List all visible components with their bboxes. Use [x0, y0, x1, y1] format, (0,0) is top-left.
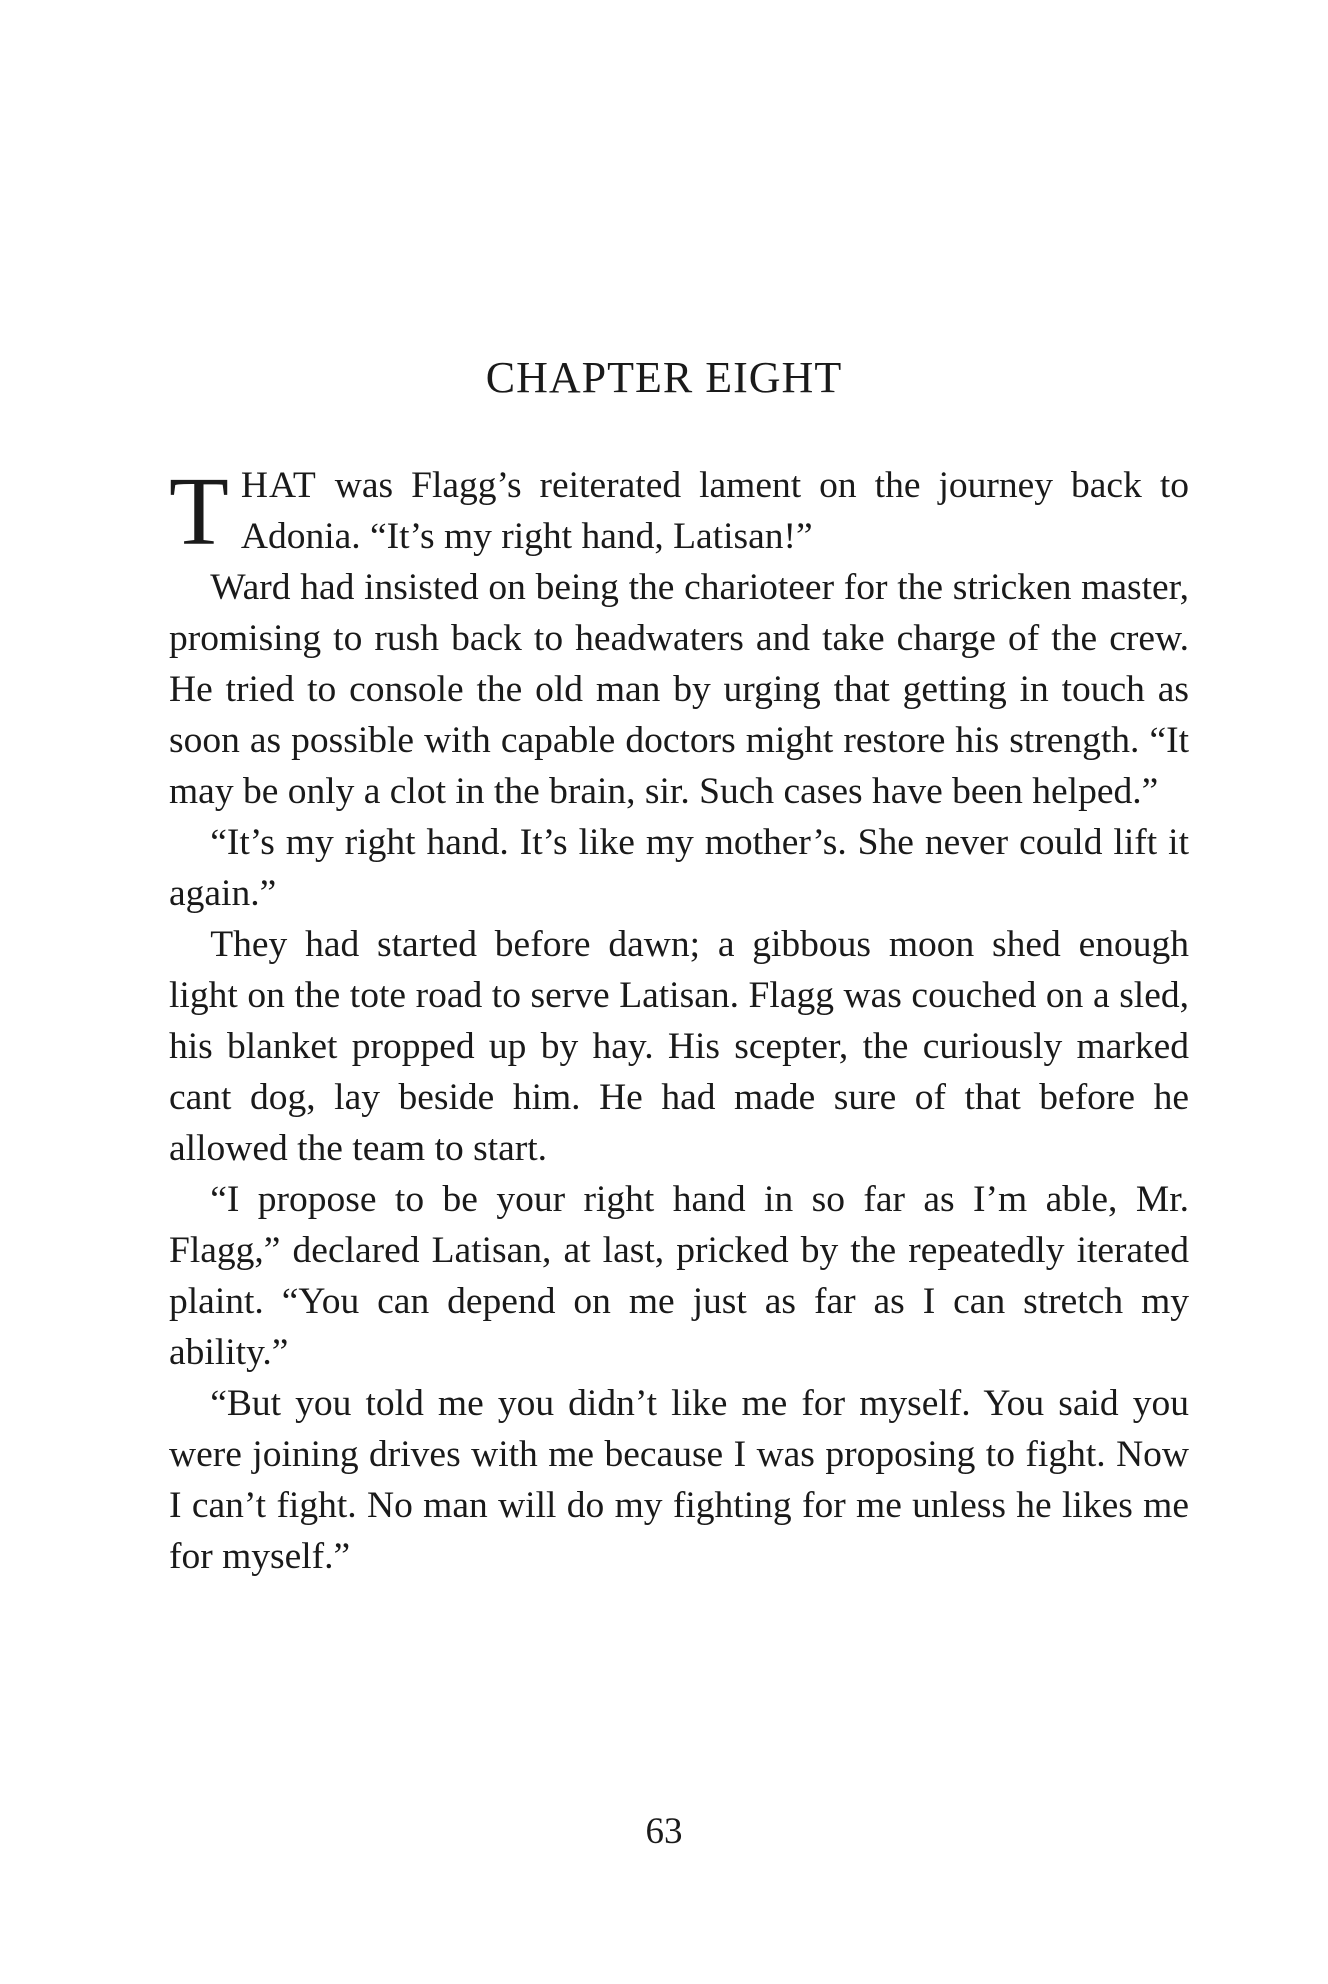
paragraph-2: Ward had insisted on being the charioteer for the stricken master, promising to rush back to headwaters and take charge of the crew. He tried to console the old man by urging that getting in touch as soon as possible with capable doctors might restore his strength. “It may be only a clot in the brain, sir. Such cases have been helped.”: [169, 567, 1189, 812]
paragraph-5: “I propose to be your right hand in so far as I’m able, Mr. Flagg,” declared Latisan, at last, pricked by the repeatedly iterated plaint. “You can depend on me just as far as I can stretch my ability.”: [169, 1179, 1189, 1373]
paragraph-6: “But you told me you didn’t like me for myself. You said you were joining drives with me because I was proposing to fight. Now I can’t fight. No man will do my fighting for me unless he likes me for myself.”: [169, 1383, 1189, 1577]
drop-cap: T: [169, 458, 229, 566]
paragraph-3: “It’s my right hand. It’s like my mother’s. She never could lift it again.”: [169, 822, 1189, 914]
chapter-heading: CHAPTER EIGHT: [485, 353, 843, 402]
paragraph-text: was Flagg’s reiterated lament on the journey back to Adonia. “It’s my right hand, Latisan!”: [240, 465, 1189, 557]
page-number: 63: [645, 1811, 683, 1852]
paragraph-1: [169, 458, 1189, 566]
paragraph-lead: HAT: [240, 465, 317, 506]
body-text: [169, 460, 1189, 1582]
paragraph-4: They had started before dawn; a gibbous moon shed enough light on the tote road to serve Latisan. Flagg was couched on a sled, his blanket propped up by hay. His scepter, the curiously marked cant dog, lay beside him. He had made sure of that before he allowed the team to start.: [169, 924, 1189, 1169]
